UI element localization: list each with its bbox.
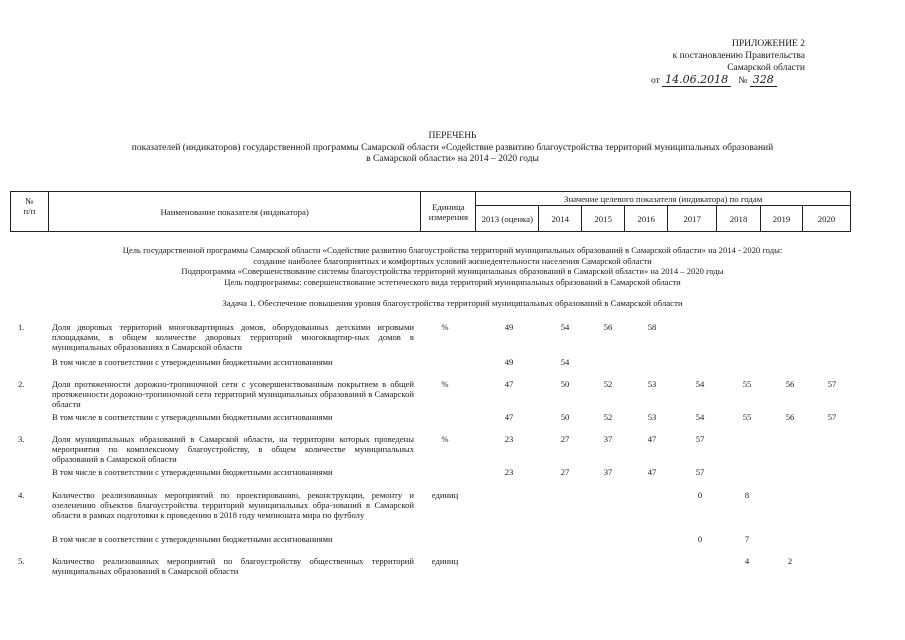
budget-value-2018: 7	[744, 534, 750, 544]
value-2018: 8	[744, 490, 750, 500]
header-year: 2020	[802, 206, 850, 232]
budget-subrow-label: В том числе в соответствии с утвержденными бюджетными ассигнованиями	[52, 412, 333, 422]
row-number: 3.	[18, 434, 25, 444]
value-2017: 57	[695, 434, 705, 444]
budget-value-2017: 57	[695, 467, 705, 477]
indicator-name: Количество реализованных мероприятий по благоустройству общественных территорий муниципальных образований в Самарской области	[52, 556, 414, 576]
header-number-cell	[11, 192, 49, 232]
indicator-name: Количество реализованных мероприятий по проектированию, реконструкции, ремонту и озеленению объектов благоустройства территорий муниципальных обра-зований в Самарской области в рамках подготовки к проведению в 2018 году чемпионата мира по футболу	[52, 490, 414, 520]
budget-value-2013: 49	[504, 357, 514, 367]
value-2013: 49	[504, 322, 514, 332]
budget-value-2014: 50	[560, 412, 570, 422]
program-goals	[0, 245, 905, 287]
header-year: 2017	[668, 206, 717, 232]
value-2018: 55	[742, 379, 752, 389]
header-year: 2019	[761, 206, 803, 232]
header-year: 2015	[582, 206, 625, 232]
appendix-title: ПРИЛОЖЕНИЕ 2	[731, 39, 805, 49]
budget-value-2019: 56	[785, 412, 795, 422]
header-year: 2014	[539, 206, 582, 232]
row-number: 2.	[18, 379, 25, 389]
subprogram-title: Подпрограмма «Совершенствование системы благоустройства территорий муниципальных образований в Самарской области» на 2014 – 2020 годы	[181, 266, 724, 276]
budget-value-2013: 47	[504, 412, 514, 422]
value-2014: 27	[560, 434, 570, 444]
budget-subrow-label: В том числе в соответствии с утвержденными бюджетными ассигнованиями	[52, 467, 333, 477]
value-2013: 47	[504, 379, 514, 389]
row-number: 4.	[18, 490, 25, 500]
indicator-unit: единиц	[431, 490, 459, 500]
header-year: 2016	[625, 206, 668, 232]
row-number: 5.	[18, 556, 25, 566]
indicator-unit: %	[441, 322, 449, 332]
indicator-name: Доля муниципальных образований в Самарской области, на территории которых проведены мероприятия по комплексному благоустройству, в общем количестве муниципальных образований в Самарской области	[52, 434, 414, 464]
title-line-1: показателей (индикаторов) государственной программы Самарской области «Содействие развитию благоустройства территорий муниципальных образований	[131, 142, 774, 153]
budget-value-2015: 52	[603, 412, 613, 422]
value-2019: 56	[785, 379, 795, 389]
value-2019: 2	[787, 556, 793, 566]
date-prefix: от	[651, 76, 660, 86]
header-no: №	[25, 195, 34, 206]
budget-subrow-label: В том числе в соответствии с утвержденными бюджетными ассигнованиями	[52, 357, 333, 367]
row-number: 1.	[18, 322, 25, 332]
budget-value-2014: 27	[560, 467, 570, 477]
header-values-group: Значение целевого показателя (индикатора) по годам	[476, 192, 851, 206]
appendix-date-line	[625, 74, 805, 87]
value-2015: 37	[603, 434, 613, 444]
value-2014: 50	[560, 379, 570, 389]
budget-subrow-label: В том числе в соответствии с утвержденными бюджетными ассигнованиями	[52, 534, 333, 544]
program-goal: Цель государственной программы Самарской области «Содействие развитию благоустройства территорий муниципальных образований в Самарской области» на 2014 - 2020 годы:	[122, 245, 783, 255]
value-2015: 52	[603, 379, 613, 389]
budget-value-2020: 57	[827, 412, 837, 422]
value-2020: 57	[827, 379, 837, 389]
appendix-resolution: к постановлению Правительства	[672, 51, 805, 61]
value-2015: 56	[603, 322, 613, 332]
budget-value-2016: 47	[647, 467, 657, 477]
indicator-unit: %	[441, 434, 449, 444]
appendix-region: Самарской области	[727, 63, 805, 73]
budget-value-2016: 53	[647, 412, 657, 422]
budget-value-2013: 23	[504, 467, 514, 477]
task-heading: Задача 1. Обеспечение повышения уровня благоустройства территорий муниципальных образований в Самарской области	[222, 298, 683, 308]
value-2013: 23	[504, 434, 514, 444]
budget-value-2017: 0	[697, 534, 703, 544]
indicator-name: Доля дворовых территорий многоквартирных домов, оборудованных детскими игровыми площадками, в общем количестве дворовых территорий многоквартир-ных домов в муниципальных образованиях в Самарской области	[52, 322, 414, 352]
document-title	[0, 131, 905, 166]
budget-value-2014: 54	[560, 357, 570, 367]
header-year: 2018	[717, 206, 761, 232]
appendix-block	[625, 38, 805, 87]
header-np: п/п	[23, 205, 36, 216]
budget-value-2018: 55	[742, 412, 752, 422]
value-2016: 58	[647, 322, 657, 332]
title-heading: ПЕРЕЧЕНЬ	[428, 131, 477, 141]
handwritten-number: 328	[750, 73, 777, 87]
program-goal-detail: создание наиболее благоприятных и комфортных условий жизнедеятельности населения Самарской области	[253, 255, 652, 266]
value-2017: 0	[697, 490, 703, 500]
header-name: Наименование показателя (индикатора)	[48, 192, 420, 232]
value-2016: 47	[647, 434, 657, 444]
handwritten-date: 14.06.2018	[662, 73, 731, 87]
header-year: 2013 (оценка)	[476, 206, 539, 232]
budget-value-2015: 37	[603, 467, 613, 477]
number-prefix: №	[738, 76, 748, 86]
subprogram-goal: Цель подпрограммы: совершенствование эстетического вида территорий муниципальных образований в Самарской области	[224, 276, 681, 287]
header-unit: Единица измерения	[421, 192, 476, 232]
value-2018: 4	[744, 556, 750, 566]
indicator-table-header	[10, 191, 851, 232]
value-2016: 53	[647, 379, 657, 389]
value-2014: 54	[560, 322, 570, 332]
indicator-name: Доля протяженности дорожно-тропиночной сети с усовершенствованным покрытием в общей протяженности дорожно-тропиночной сети территорий муниципальных образований в Самарской области	[52, 379, 414, 409]
indicator-unit: единиц	[431, 556, 459, 566]
indicator-unit: %	[441, 379, 449, 389]
budget-value-2017: 54	[695, 412, 705, 422]
value-2017: 54	[695, 379, 705, 389]
title-line-2: в Самарской области» на 2014 – 2020 годы	[366, 154, 539, 164]
